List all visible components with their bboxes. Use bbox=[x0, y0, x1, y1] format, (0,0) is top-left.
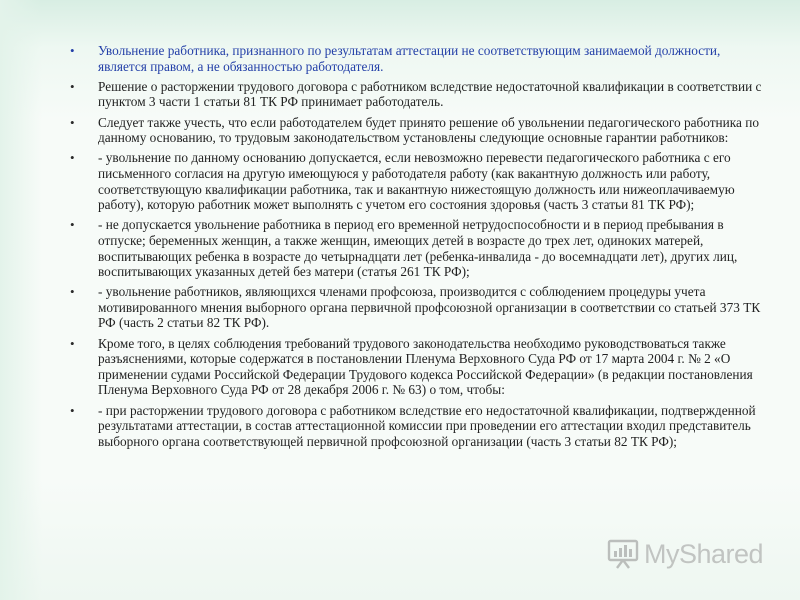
bullet-item bbox=[70, 79, 770, 110]
bullet-text: Решение о расторжении трудового договора с работником вследствие недостаточной квалификации в соответствии с пунктом 3 части 1 статьи 81 ТК РФ принимает работодатель. bbox=[98, 78, 762, 110]
bullet-dot: • bbox=[70, 114, 75, 130]
slide-content bbox=[70, 43, 770, 454]
bullet-item bbox=[70, 43, 770, 74]
bullet-text: - увольнение по данному основанию допускается, если невозможно перевести педагогического работника с его письменного согласия на другую имеющуюся у работодателя работу (как вакантную должность или работу, соответствующую квалификации работника, так и вакантную нижестоящую должность или нижеоплачиваемую работу), которую работник может выполнять с учетом его состояния здоровья (часть 3 статьи 81 ТК РФ); bbox=[98, 150, 735, 213]
bullet-list bbox=[70, 43, 770, 449]
bullet-text: - при расторжении трудового договора с работником вследствие его недостаточной квалификации, подтвержденной результатами аттестации, в состав аттестационной комиссии при проведении его аттестации входил представитель выборного органа соответствующей первичной профсоюзной организации (часть 3 статьи 82 ТК РФ); bbox=[98, 402, 756, 449]
myshared-watermark bbox=[606, 534, 776, 574]
bullet-text: Увольнение работника, признанного по результатам аттестации не соответствующим занимаемой должности, является правом, а не обязанностью работодателя. bbox=[98, 43, 721, 74]
bullet-dot: • bbox=[70, 284, 75, 300]
bullet-item bbox=[70, 336, 770, 398]
bullet-item bbox=[70, 115, 770, 146]
bullet-dot: • bbox=[70, 78, 75, 94]
watermark-text: MyShared bbox=[644, 538, 764, 569]
bullet-dot: • bbox=[70, 43, 75, 58]
bullet-text: Следует также учесть, что если работодателем будет принято решение об увольнении педагогического работника по данному основанию, то трудовым законодательством установлены следующие основные гарантии работников: bbox=[98, 114, 760, 146]
bullet-text: Кроме того, в целях соблюдения требований трудового законодательства необходимо руководствоваться также разъяснениями, которые содержатся в постановлении Пленума Верховного Суда РФ от 17 марта 2004 г. № 2 «О применении судами Российской Федерации Трудового кодекса Российской Федерации» (в редакции постановления Пленума Верховного Суда РФ от 28 декабря 2006 г. № 63) о том, чтобы: bbox=[98, 335, 753, 398]
bullet-dot: • bbox=[70, 150, 75, 166]
side-gradient bbox=[0, 0, 42, 600]
presentation-board-icon bbox=[606, 537, 640, 571]
bullet-item bbox=[70, 403, 770, 450]
bullet-text: - увольнение работников, являющихся членами профсоюза, производится с соблюдением процедуры учета мотивированного мнения выборного органа первичной профсоюзной организации в соответствии со статьей 373 ТК РФ (часть 2 статьи 82 ТК РФ). bbox=[98, 284, 761, 331]
bullet-dot: • bbox=[70, 335, 75, 351]
bullet-item bbox=[70, 150, 770, 212]
bullet-item bbox=[70, 217, 770, 279]
bullet-dot: • bbox=[70, 402, 75, 418]
bullet-dot: • bbox=[70, 217, 75, 233]
bullet-text: - не допускается увольнение работника в период его временной нетрудоспособности и в период пребывания в отпуске; беременных женщин, а также женщин, имеющих детей в возрасте до трех лет, одиноких матерей, воспитывающих ребенка в возрасте до четырнадцати лет (ребенка-инвалида - до восемнадцати лет), других лиц, воспитывающих указанных детей без матери (статья 261 ТК РФ); bbox=[98, 217, 738, 280]
bullet-item bbox=[70, 284, 770, 331]
